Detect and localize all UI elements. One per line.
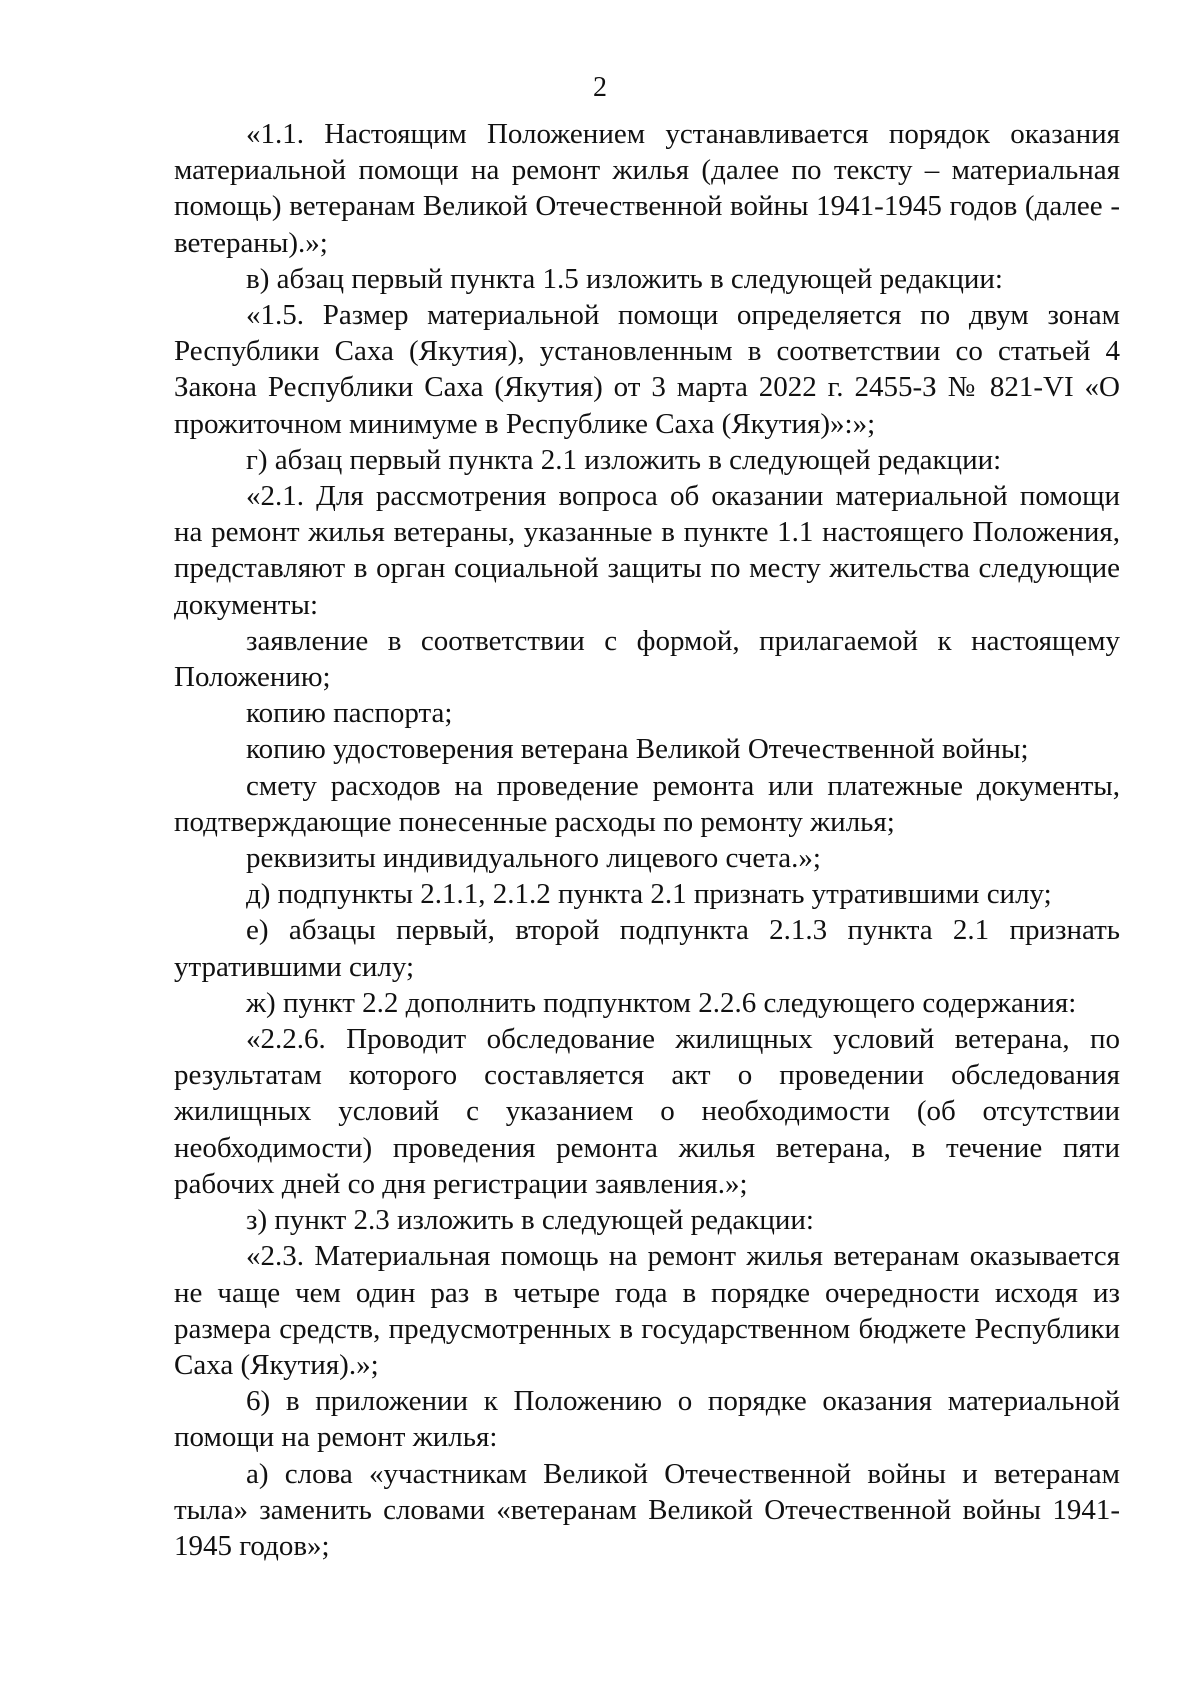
document-item-account-details: реквизиты индивидуального лицевого счета.»; — [246, 842, 821, 875]
amendment-zh: ж) пункт 2.2 дополнить подпунктом 2.2.6 следующего содержания: — [246, 986, 1077, 1019]
document-item-veteran-id: копию удостоверения ветерана Великой Отечественной войны; — [246, 733, 1029, 766]
paragraph-2-2-6-text: «2.2.6. Проводит обследование жилищных условий ветерана, по результатам которого составляется акт о проведении обследования жилищных условий с указанием о необходимости (об отсутствии необходимости) проведения ремонта жилья ветерана, в течение пяти рабочих дней со дня регистрации заявления.»; — [174, 1023, 1120, 1200]
document-item-application: заявление в соответствии с формой, прилагаемой к настоящему Положению; — [174, 624, 1120, 694]
document-item-passport: копию паспорта; — [246, 697, 453, 730]
document-body — [174, 116, 1120, 1564]
amendment-d: д) подпункты 2.1.1, 2.1.2 пункта 2.1 признать утратившими силу; — [246, 878, 1052, 911]
paragraph-1-5-text: «1.5. Размер материальной помощи определяется по двум зонам Республики Саха (Якутия), установленным в соответствии со статьей 4 Закона Республики Саха (Якутия) от 3 марта 2022 г. 2455-З № 821-VI «О прожиточном минимуме в Республике Саха (Якутия)»:»; — [174, 299, 1120, 440]
paragraph-1-1-text: «1.1. Настоящим Положением устанавливается порядок оказания материальной помощи на ремонт жилья (далее по тексту – материальная помощь) ветеранам Великой Отечественной войны 1941-1945 годов (далее - ветераны).»; — [174, 118, 1120, 259]
amendment-6a: а) слова «участникам Великой Отечественной войны и ветеранам тыла» заменить словами «ветеранам Великой Отечественной войны 1941-1945 годов»; — [174, 1457, 1120, 1562]
page-number: 2 — [593, 72, 607, 103]
amendment-v: в) абзац первый пункта 1.5 изложить в следующей редакции: — [246, 262, 1003, 295]
amendment-z: з) пункт 2.3 изложить в следующей редакции: — [246, 1204, 814, 1237]
amendment-g: г) абзац первый пункта 2.1 изложить в следующей редакции: — [246, 443, 1002, 476]
paragraph-2-1-text: «2.1. Для рассмотрения вопроса об оказании материальной помощи на ремонт жилья ветераны, указанные в пункте 1.1 настоящего Положения, представляют в орган социальной защиты по месту жительства следующие документы: — [174, 480, 1120, 621]
paragraph-2-3-text: «2.3. Материальная помощь на ремонт жилья ветеранам оказывается не чаще чем один раз в четыре года в порядке очередности исходя из размера средств, предусмотренных в государственном бюджете Республики Саха (Якутия).»; — [174, 1240, 1120, 1381]
amendment-e: е) абзацы первый, второй подпункта 2.1.3 пункта 2.1 признать утратившими силу; — [174, 914, 1120, 983]
amendment-6: 6) в приложении к Положению о порядке оказания материальной помощи на ремонт жилья: — [174, 1385, 1120, 1454]
document-item-estimate: смету расходов на проведение ремонта или платежные документы, подтверждающие понесенные расходы по ремонту жилья; — [174, 769, 1120, 838]
